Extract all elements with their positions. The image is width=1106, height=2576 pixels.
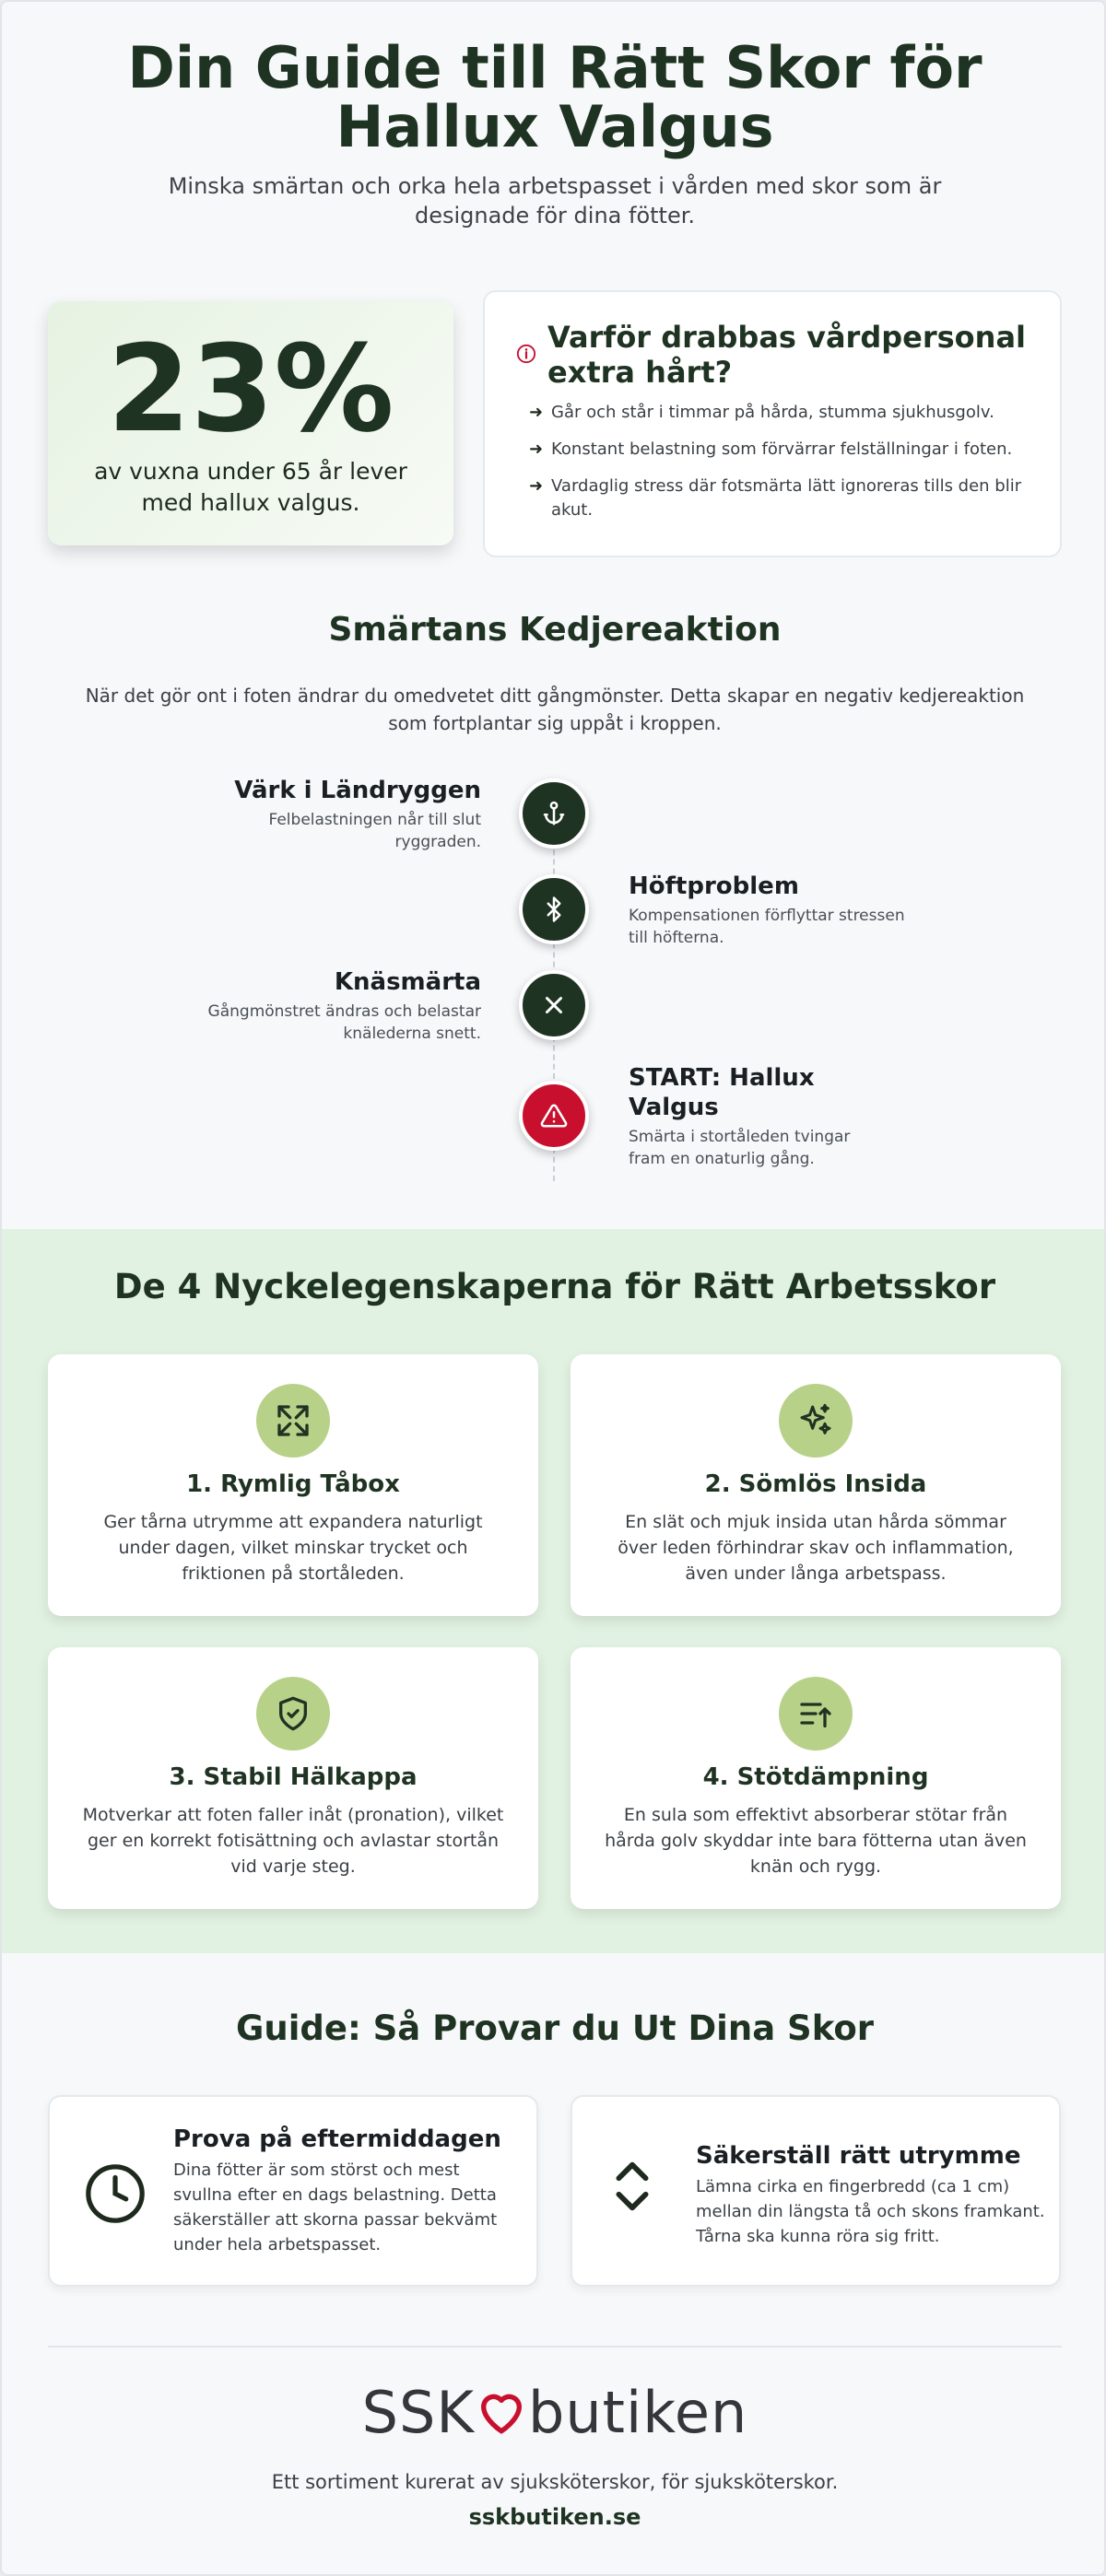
feature-icon-badge [256, 1384, 330, 1458]
chain-intro: När det gör ont i foten ändrar du omedvetet ditt gångmönster. Detta skapar en negativ kedjereaktion som fortplantar sig uppåt i kroppen. [85, 685, 1025, 734]
feature-title: 3. Stabil Hälkappa [169, 1763, 418, 1791]
why-item [529, 401, 1045, 425]
guide-card-text: Dina fötter är som störst och mest svullna efter en dags belastning. Detta säkerställer att skorna passar bekvämt under hela arbetspasset. [173, 2160, 498, 2254]
bluetooth-icon [540, 896, 568, 923]
feature-card-toebox [48, 1354, 538, 1616]
guide-card-space [571, 2095, 1061, 2287]
anchor-icon [540, 800, 568, 827]
logo-text-right: butiken [528, 2379, 748, 2446]
feature-title: 4. Stötdämpning [702, 1763, 929, 1791]
info-circle-icon [516, 344, 536, 364]
chain-step-start [629, 1063, 868, 1170]
chain-step-text: Kompensationen förflyttar stressen till höfterna. [629, 907, 905, 947]
clock-icon [83, 2161, 147, 2226]
footer-divider [48, 2346, 1062, 2348]
why-item-text: Konstant belastning som förvärrar felställningar i foten. [551, 439, 1013, 459]
chevrons-up-down-icon [600, 2154, 665, 2219]
why-title: Varför drabbas vårdpersonal extra hårt? [547, 320, 1026, 390]
stat-text: av vuxna under 65 år lever med hallux valgus. [94, 458, 407, 516]
why-list [529, 401, 1045, 535]
sparkles-icon [797, 1402, 834, 1439]
logo-text-left: SSK [361, 2379, 476, 2446]
why-item [529, 438, 1045, 462]
page-title [2, 34, 1106, 160]
guide-card-text: Lämna cirka en fingerbredd (ca 1 cm) mellan din längsta tå och skons framkant. Tårna ska kunna röra sig fritt. [696, 2177, 1045, 2246]
feature-icon-badge [779, 1384, 853, 1458]
feature-card-cushioning [571, 1647, 1061, 1909]
feature-icon-badge [779, 1677, 853, 1751]
chain-step-hips [629, 872, 905, 949]
chain-step-title: Knäsmärta [334, 968, 481, 996]
feature-icon-badge [256, 1677, 330, 1751]
guide-card-title: Säkerställ rätt utrymme [696, 2142, 1021, 2170]
stat-number: 23% [107, 319, 394, 459]
shield-check-icon [275, 1695, 312, 1732]
feature-text: En sula som effektivt absorberar stötar från hårda golv skyddar inte bara fötterna utan även knän och rygg. [605, 1805, 1027, 1877]
heart-icon [475, 2384, 528, 2438]
page-title-line2: Hallux Valgus [335, 93, 774, 160]
chain-step-title: Höftproblem [629, 872, 799, 900]
guide-title: Guide: Så Provar du Ut Dina Skor [236, 2008, 874, 2048]
feature-text: Ger tårna utrymme att expandera naturligt under dagen, vilket minskar trycket och friktionen på stortåleden. [103, 1512, 483, 1584]
feature-text: En slät och mjuk insida utan hårda sömmar över leden förhindrar skav och inflammation, även under långa arbetspass. [618, 1512, 1014, 1584]
stat-card [48, 301, 453, 545]
feature-text: Motverkar att foten faller inåt (pronation), vilket ger en korrekt fotisättning och avlastar stortån vid varje steg. [82, 1805, 504, 1877]
chain-step-title: START: Hallux Valgus [629, 1064, 815, 1121]
feature-card-seamless [571, 1354, 1061, 1616]
chain-node-1 [519, 779, 589, 849]
arrow-right-icon: ➜ [529, 403, 544, 422]
feature-card-heel [48, 1647, 538, 1909]
chain-step-text: Smärta i stortåleden tvingar fram en onaturlig gång. [629, 1128, 851, 1168]
guide-card-afternoon [48, 2095, 538, 2287]
chain-node-start [519, 1081, 589, 1151]
expand-arrows-icon [275, 1402, 312, 1439]
arrow-right-icon: ➜ [529, 439, 544, 459]
features-title: De 4 Nyckelegenskaperna för Rätt Arbetsskor [113, 1267, 996, 1306]
chain-node-3 [519, 970, 589, 1040]
chain-step-text: Felbelastningen når till slut ryggraden. [268, 811, 481, 851]
footer-tagline: Ett sortiment kurerat av sjuksköterskor, för sjuksköterskor. [271, 2471, 839, 2493]
page-subtitle: Minska smärtan och orka hela arbetspasset i vården med skor som är designade för dina fötter. [168, 173, 942, 228]
chain-step-title: Värk i Ländryggen [234, 777, 481, 804]
feature-title: 1. Rymlig Tåbox [186, 1470, 400, 1498]
why-item-text: Vardaglig stress där fotsmärta lätt ignoreras tills den blir akut. [551, 476, 1022, 520]
footer-site-link[interactable]: sskbutiken.se [468, 2504, 641, 2530]
why-item [529, 474, 1045, 522]
chain-node-2 [519, 874, 589, 944]
warning-triangle-icon [540, 1102, 568, 1130]
why-card [483, 290, 1062, 557]
feature-title: 2. Sömlös Insida [704, 1470, 927, 1498]
chain-title: Smärtans Kedjereaktion [328, 611, 782, 649]
sort-up-arrow-icon [797, 1695, 834, 1732]
chain-step-text: Gångmönstret ändras och belastar knälederna snett. [207, 1002, 481, 1043]
chain-step-lower-back [205, 776, 481, 853]
brand-logo[interactable] [2, 2379, 1106, 2447]
page-title-line1: Din Guide till Rätt Skor för [127, 34, 982, 101]
guide-card-title: Prova på eftermiddagen [173, 2125, 501, 2153]
arrow-right-icon: ➜ [529, 476, 544, 496]
why-item-text: Går och står i timmar på hårda, stumma sjukhusgolv. [551, 403, 994, 422]
chain-step-knees [205, 967, 481, 1045]
x-icon [540, 991, 568, 1019]
